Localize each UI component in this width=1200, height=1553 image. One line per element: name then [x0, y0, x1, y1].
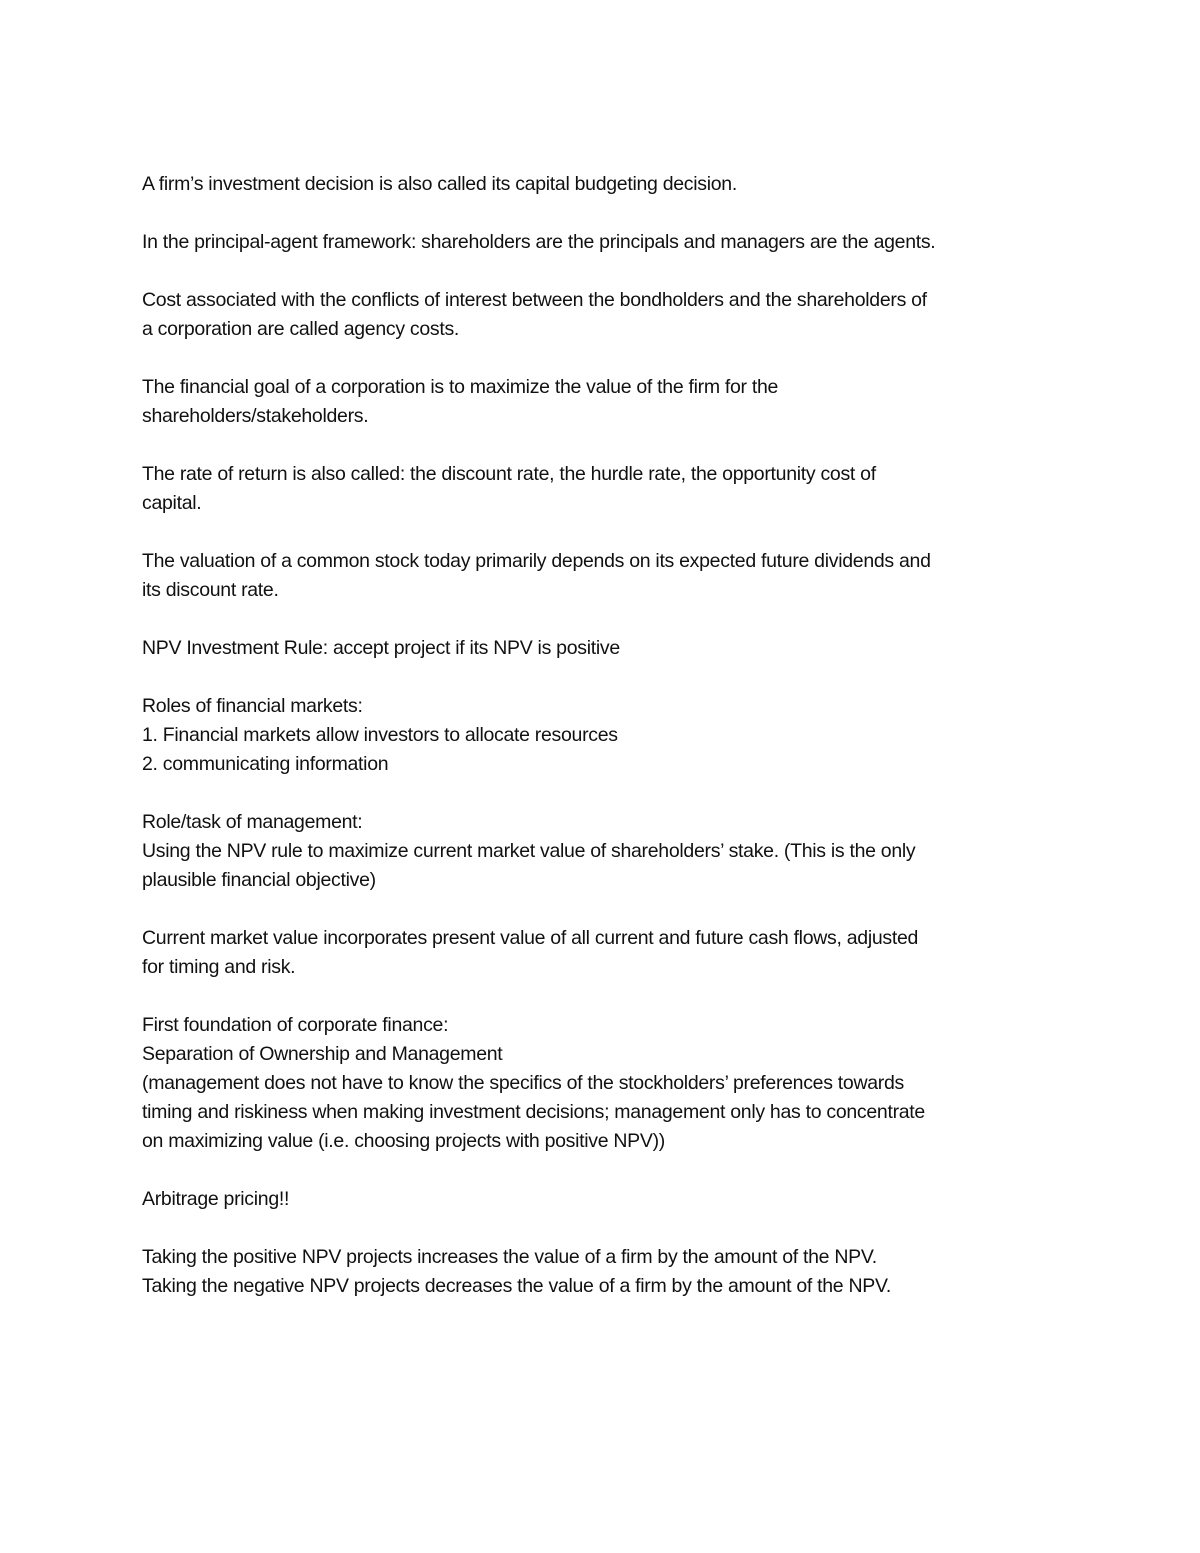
- paragraph-rate-of-return: [142, 460, 1072, 518]
- paragraph-current-market-value: [142, 924, 1072, 982]
- paragraph-npv-rule: [142, 634, 1072, 663]
- text-line: A firm’s investment decision is also called its capital budgeting decision.: [142, 173, 737, 195]
- text-line: its discount rate.: [142, 579, 279, 601]
- text-line: Current market value incorporates present value of all current and future cash flows, adjusted: [142, 927, 919, 949]
- text-line: NPV Investment Rule: accept project if its NPV is positive: [142, 637, 620, 659]
- text-line: timing and riskiness when making investment decisions; management only has to concentrate: [142, 1101, 925, 1123]
- text-line: on maximizing value (i.e. choosing projects with positive NPV)): [142, 1130, 665, 1152]
- text-line: for timing and risk.: [142, 956, 296, 978]
- text-line: capital.: [142, 492, 202, 514]
- text-line: First foundation of corporate finance:: [142, 1014, 449, 1036]
- text-line: Cost associated with the conflicts of interest between the bondholders and the shareholders of: [142, 289, 927, 311]
- paragraph-npv-value-effect: [142, 1243, 1072, 1301]
- paragraph-management-role: [142, 808, 1072, 895]
- text-line: Taking the positive NPV projects increases the value of a firm by the amount of the NPV.: [142, 1246, 877, 1268]
- paragraph-agency-costs: [142, 286, 1072, 344]
- text-line: The valuation of a common stock today primarily depends on its expected future dividends and: [142, 550, 931, 572]
- text-line: Role/task of management:: [142, 811, 363, 833]
- paragraph-arbitrage-pricing: [142, 1185, 1072, 1214]
- text-line: Roles of financial markets:: [142, 695, 363, 717]
- text-line: Taking the negative NPV projects decreases the value of a firm by the amount of the NPV.: [142, 1275, 891, 1297]
- text-line: plausible financial objective): [142, 869, 376, 891]
- text-line: The financial goal of a corporation is to maximize the value of the firm for the: [142, 376, 779, 398]
- paragraph-first-foundation: [142, 1011, 1072, 1156]
- text-line: The rate of return is also called: the discount rate, the hurdle rate, the opportunity cost of: [142, 463, 876, 485]
- document-body: [142, 170, 1072, 1330]
- paragraph-principal-agent: [142, 228, 1072, 257]
- paragraph-stock-valuation: [142, 547, 1072, 605]
- list-item: 2. communicating information: [142, 753, 389, 775]
- list-item: 1. Financial markets allow investors to allocate resources: [142, 724, 618, 746]
- paragraph-financial-markets-roles: [142, 692, 1072, 779]
- text-line: Using the NPV rule to maximize current market value of shareholders’ stake. (This is the only: [142, 840, 916, 862]
- text-line: In the principal-agent framework: shareholders are the principals and managers are the agents.: [142, 231, 936, 253]
- text-line: shareholders/stakeholders.: [142, 405, 369, 427]
- paragraph-capital-budgeting: [142, 170, 1072, 199]
- text-line: a corporation are called agency costs.: [142, 318, 460, 340]
- paragraph-financial-goal: [142, 373, 1072, 431]
- text-line: Arbitrage pricing!!: [142, 1188, 290, 1210]
- text-line: (management does not have to know the specifics of the stockholders’ preferences towards: [142, 1072, 904, 1094]
- text-line: Separation of Ownership and Management: [142, 1043, 503, 1065]
